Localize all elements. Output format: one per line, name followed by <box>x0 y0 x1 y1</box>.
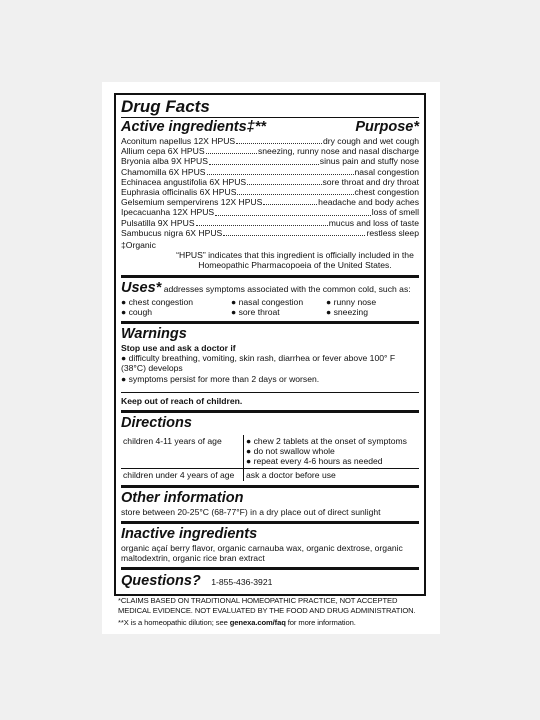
use-item: ● cough <box>121 306 153 317</box>
warnings-heading: Warnings <box>121 326 187 343</box>
ingredient-name: Gelsemium sempervirens 12X HPUS <box>121 197 263 208</box>
uses-section <box>121 278 419 324</box>
leader-dots <box>209 163 319 165</box>
warning-item: ● symptoms persist for more than 2 days or worsen. <box>121 373 320 384</box>
leader-dots <box>223 234 365 236</box>
bullet-icon: ● <box>326 306 332 317</box>
use-item: ● runny nose <box>326 296 377 307</box>
leader-dots <box>206 152 257 154</box>
dilution-footnote: **X is a homeopathic dilution; see genexa.com/faq for more information. <box>118 618 356 627</box>
active-ingredients-header <box>121 117 419 136</box>
use-item: ● nasal congestion <box>231 296 304 307</box>
bullet-icon: ● <box>326 296 332 307</box>
inactive-ingredients-heading: Inactive ingredients <box>121 526 258 543</box>
directions-table <box>121 435 419 481</box>
claims-footnote: *CLAIMS BASED ON TRADITIONAL HOMEOPATHIC PRACTICE, NOT ACCEPTED MEDICAL EVIDENCE. NOT EVALUATED BY THE FOOD AND DRUG ADMINISTRATION. <box>118 596 416 615</box>
leader-dots <box>247 183 321 185</box>
inactive-ingredients-section <box>121 524 419 570</box>
uses-list <box>121 297 419 317</box>
organic-note: ‡Organic <box>121 240 156 251</box>
bullet-icon: ● <box>231 296 237 307</box>
directions-age-4-11: children 4-11 years of age <box>121 435 244 468</box>
questions-phone: 1-855-436-3921 <box>211 577 273 588</box>
uses-intro: addresses symptoms associated with the common cold, such as: <box>163 283 411 294</box>
active-ingredients-heading: Active ingredients‡** <box>121 119 267 135</box>
active-ingredient-row <box>121 228 419 238</box>
directions-heading: Directions <box>121 415 192 432</box>
warnings-section <box>121 324 419 413</box>
ingredient-name: Euphrasia officinalis 6X HPUS <box>121 187 237 198</box>
ingredient-name: Chamomilla 6X HPUS <box>121 166 206 177</box>
leader-dots <box>215 214 371 216</box>
active-ingredients-list <box>121 136 419 238</box>
other-information-text: store between 20-25°C (68-77°F) in a dry place out of direct sunlight <box>121 506 381 517</box>
other-information-heading: Other information <box>121 489 244 506</box>
leader-dots <box>236 142 322 144</box>
ingredient-purpose: nasal congestion <box>354 166 419 177</box>
leader-dots <box>237 193 353 195</box>
bullet-icon: ● <box>121 373 127 384</box>
active-ingredients-section <box>121 95 419 278</box>
hpus-note: “HPUS” indicates that this ingredient is officially included in the Homeopathic Pharmacopoeia of the United States. <box>176 250 414 271</box>
ingredient-purpose: sneezing, runny nose and nasal discharge <box>257 146 419 157</box>
use-item: ● sneezing <box>326 306 368 317</box>
ingredient-purpose: mucus and loss of taste <box>328 217 419 228</box>
ingredient-name: Echinacea angustifolia 6X HPUS <box>121 176 247 187</box>
bullet-icon: ● <box>246 446 252 457</box>
active-ingredient-row <box>121 177 419 187</box>
leader-dots <box>207 173 354 175</box>
bullet-icon: ● <box>246 456 252 467</box>
active-ingredient-row <box>121 136 419 146</box>
drug-facts-panel <box>114 93 426 596</box>
active-ingredient-row <box>121 207 419 217</box>
ingredient-purpose: sore throat and dry throat <box>322 176 419 187</box>
active-ingredient-row <box>121 156 419 166</box>
footnotes <box>118 596 428 628</box>
ingredient-purpose: loss of smell <box>371 207 419 218</box>
directions-age-under-4: children under 4 years of age <box>121 468 244 481</box>
active-ingredient-row <box>121 146 419 156</box>
ingredient-name: Sambucus nigra 6X HPUS <box>121 227 223 238</box>
ingredient-purpose: chest congestion <box>354 187 419 198</box>
active-ingredient-row <box>121 167 419 177</box>
warning-item: ● difficulty breathing, vomiting, skin rash, diarrhea or fever above 100° F (38°C) develops <box>121 353 396 374</box>
active-ingredient-row <box>121 197 419 207</box>
bullet-icon: ● <box>121 353 127 364</box>
drug-facts-title: Drug Facts <box>121 97 210 116</box>
faq-link[interactable]: genexa.com/faq <box>229 618 286 627</box>
leader-dots <box>263 203 317 205</box>
use-item: ● chest congestion <box>121 296 194 307</box>
uses-heading: Uses* <box>121 279 162 296</box>
active-ingredient-row <box>121 218 419 228</box>
directions-age-4-11-steps: ● chew 2 tablets at the onset of symptoms ● do not swallow whole ● repeat every 4-6 hours as needed <box>246 436 407 467</box>
questions-section <box>121 570 419 594</box>
ingredient-purpose: restless sleep <box>366 227 419 238</box>
directions-age-under-4-text: ask a doctor before use <box>244 468 420 481</box>
purpose-heading: Purpose* <box>355 119 419 135</box>
active-ingredient-row <box>121 187 419 197</box>
bullet-icon: ● <box>231 306 237 317</box>
ingredient-name: Pulsatilla 9X HPUS <box>121 217 195 228</box>
use-item: ● sore throat <box>231 306 280 317</box>
keep-out-text: Keep out of reach of children. <box>121 395 243 406</box>
ingredient-name: Ipecacuanha 12X HPUS <box>121 207 215 218</box>
bullet-icon: ● <box>121 306 127 317</box>
directions-section <box>121 413 419 488</box>
ingredient-name: Allium cepa 6X HPUS <box>121 146 205 157</box>
bullet-icon: ● <box>246 436 252 447</box>
stop-use-heading: Stop use and ask a doctor if <box>121 343 236 354</box>
inactive-ingredients-text: organic açaí berry flavor, organic carnauba wax, organic dextrose, organic maltodextrin, organic rice bran extract <box>121 543 403 564</box>
leader-dots <box>196 224 328 226</box>
bullet-icon: ● <box>121 296 127 307</box>
ingredient-purpose: headache and body aches <box>318 197 419 208</box>
ingredient-name: Bryonia alba 9X HPUS <box>121 156 208 167</box>
ingredient-name: Aconitum napellus 12X HPUS <box>121 136 236 146</box>
other-information-section <box>121 488 419 524</box>
ingredient-purpose: dry cough and wet cough <box>322 136 419 146</box>
ingredient-purpose: sinus pain and stuffy nose <box>319 156 419 167</box>
questions-heading: Questions? <box>121 573 201 590</box>
